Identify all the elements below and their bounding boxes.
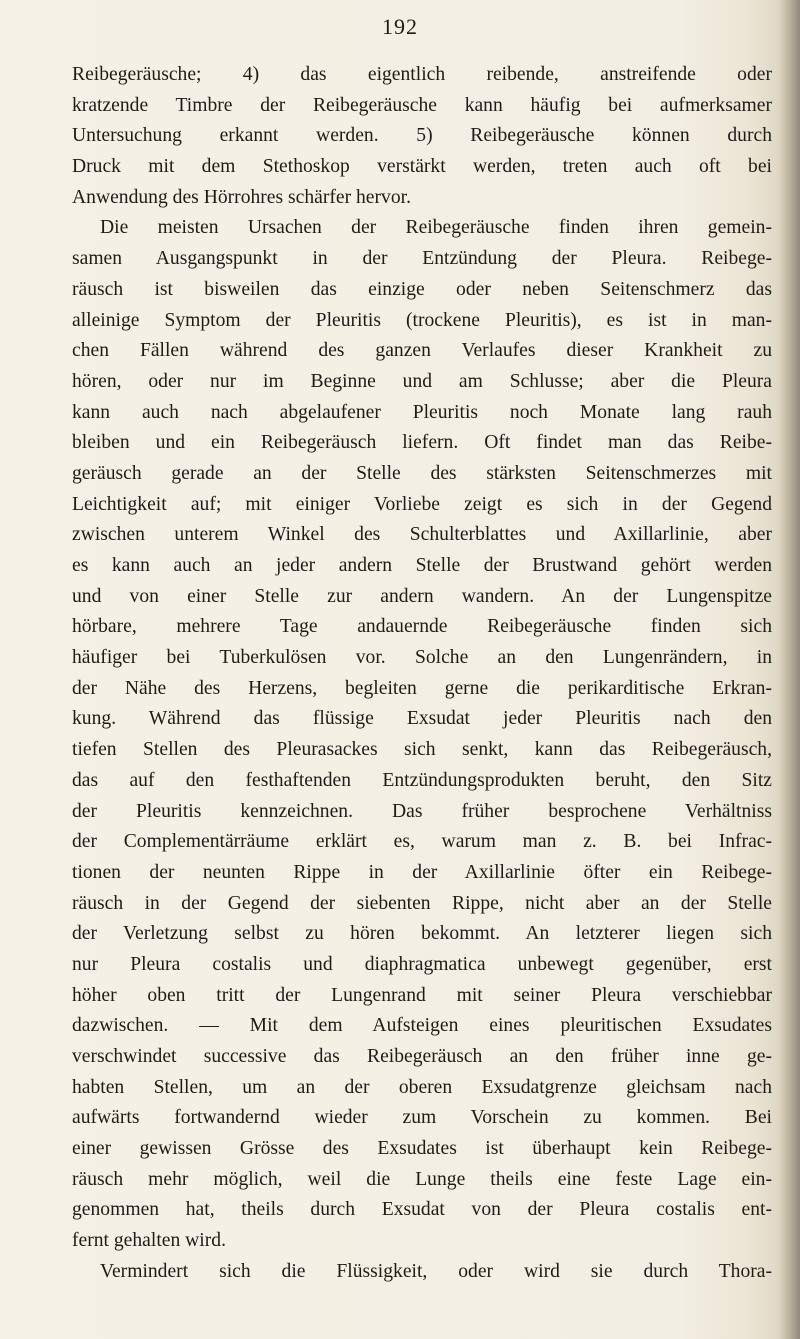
text-line: dazwischen. — Mit dem Aufsteigen eines pleuritischen Exsudates <box>72 1015 772 1037</box>
text-line: räusch mehr möglich, weil die Lunge theils eine feste Lage ein- <box>72 1168 772 1190</box>
text-line: räusch in der Gegend der siebenten Rippe, nicht aber an der Stelle <box>72 892 772 914</box>
text-line: Vermindert sich die Flüssigkeit, oder wird sie durch Thora- <box>100 1260 772 1282</box>
text-line: der Complementärräume erklärt es, warum man z. B. bei Infrac- <box>72 831 772 853</box>
text-line: häufiger bei Tuberkulösen vor. Solche an den Lungenrändern, in <box>72 647 772 669</box>
text-line: der Pleuritis kennzeichnen. Das früher besprochene Verhältniss <box>72 800 772 822</box>
text-line: Leichtigkeit auf; mit einiger Vorliebe zeigt es sich in der Gegend <box>72 493 772 515</box>
page-edge-shadow <box>778 0 800 1339</box>
text-line: Untersuchung erkannt werden. 5) Reibegeräusche können durch <box>72 125 772 147</box>
text-line: das auf den festhaftenden Entzündungsprodukten beruht, den Sitz <box>72 769 772 791</box>
text-line: Druck mit dem Stethoskop verstärkt werden, treten auch oft bei <box>72 156 772 178</box>
text-line: samen Ausgangspunkt in der Entzündung der Pleura. Reibege- <box>72 248 772 270</box>
text-line: aufwärts fortwandernd wieder zum Vorschein zu kommen. Bei <box>72 1107 772 1129</box>
text-line: hören, oder nur im Beginne und am Schlusse; aber die Pleura <box>72 370 772 392</box>
text-line: kann auch nach abgelaufener Pleuritis noch Monate lang rauh <box>72 401 772 423</box>
text-line: der Nähe des Herzens, begleiten gerne die perikarditische Erkran- <box>72 677 772 699</box>
body-text <box>72 60 772 1288</box>
text-line: einer gewissen Grösse des Exsudates ist überhaupt kein Reibege- <box>72 1138 772 1160</box>
text-line: fernt gehalten wird. <box>72 1230 226 1252</box>
text-line: tionen der neunten Rippe in der Axillarlinie öfter ein Reibege- <box>72 861 772 883</box>
text-line: und von einer Stelle zur andern wandern. An der Lungenspitze <box>72 585 772 607</box>
text-line: kratzende Timbre der Reibegeräusche kann häufig bei aufmerksamer <box>72 94 772 116</box>
text-line: räusch ist bisweilen das einzige oder neben Seitenschmerz das <box>72 278 772 300</box>
text-line: kung. Während das flüssige Exsudat jeder Pleuritis nach den <box>72 708 772 730</box>
text-line: hörbare, mehrere Tage andauernde Reibegeräusche finden sich <box>72 616 772 638</box>
text-line: Die meisten Ursachen der Reibegeräusche finden ihren gemein- <box>100 217 772 239</box>
text-line: höher oben tritt der Lungenrand mit seiner Pleura verschiebbar <box>72 984 772 1006</box>
text-line: habten Stellen, um an der oberen Exsudatgrenze gleichsam nach <box>72 1076 772 1098</box>
text-line: nur Pleura costalis und diaphragmatica unbewegt gegenüber, erst <box>72 953 772 975</box>
text-line: verschwindet successive das Reibegeräusch an den früher inne ge- <box>72 1046 772 1067</box>
text-line: bleiben und ein Reibegeräusch liefern. Oft findet man das Reibe- <box>72 432 772 454</box>
text-line: geräusch gerade an der Stelle des stärksten Seitenschmerzes mit <box>72 462 772 484</box>
text-line: Reibegeräusche; 4) das eigentlich reibende, anstreifende oder <box>72 64 772 85</box>
text-line: alleinige Symptom der Pleuritis (trockene Pleuritis), es ist in man- <box>72 309 772 331</box>
text-line: chen Fällen während des ganzen Verlaufes dieser Krankheit zu <box>72 340 772 362</box>
text-line: der Verletzung selbst zu hören bekommt. An letzterer liegen sich <box>72 923 772 945</box>
text-line: genommen hat, theils durch Exsudat von der Pleura costalis ent- <box>72 1199 772 1221</box>
page-number: 192 <box>382 14 418 39</box>
text-line: Anwendung des Hörrohres schärfer hervor. <box>72 186 411 208</box>
text-line: zwischen unterem Winkel des Schulterblattes und Axillarlinie, aber <box>72 524 772 546</box>
text-line: es kann auch an jeder andern Stelle der Brustwand gehört werden <box>72 555 772 576</box>
text-line: tiefen Stellen des Pleurasackes sich senkt, kann das Reibegeräusch, <box>72 739 772 761</box>
